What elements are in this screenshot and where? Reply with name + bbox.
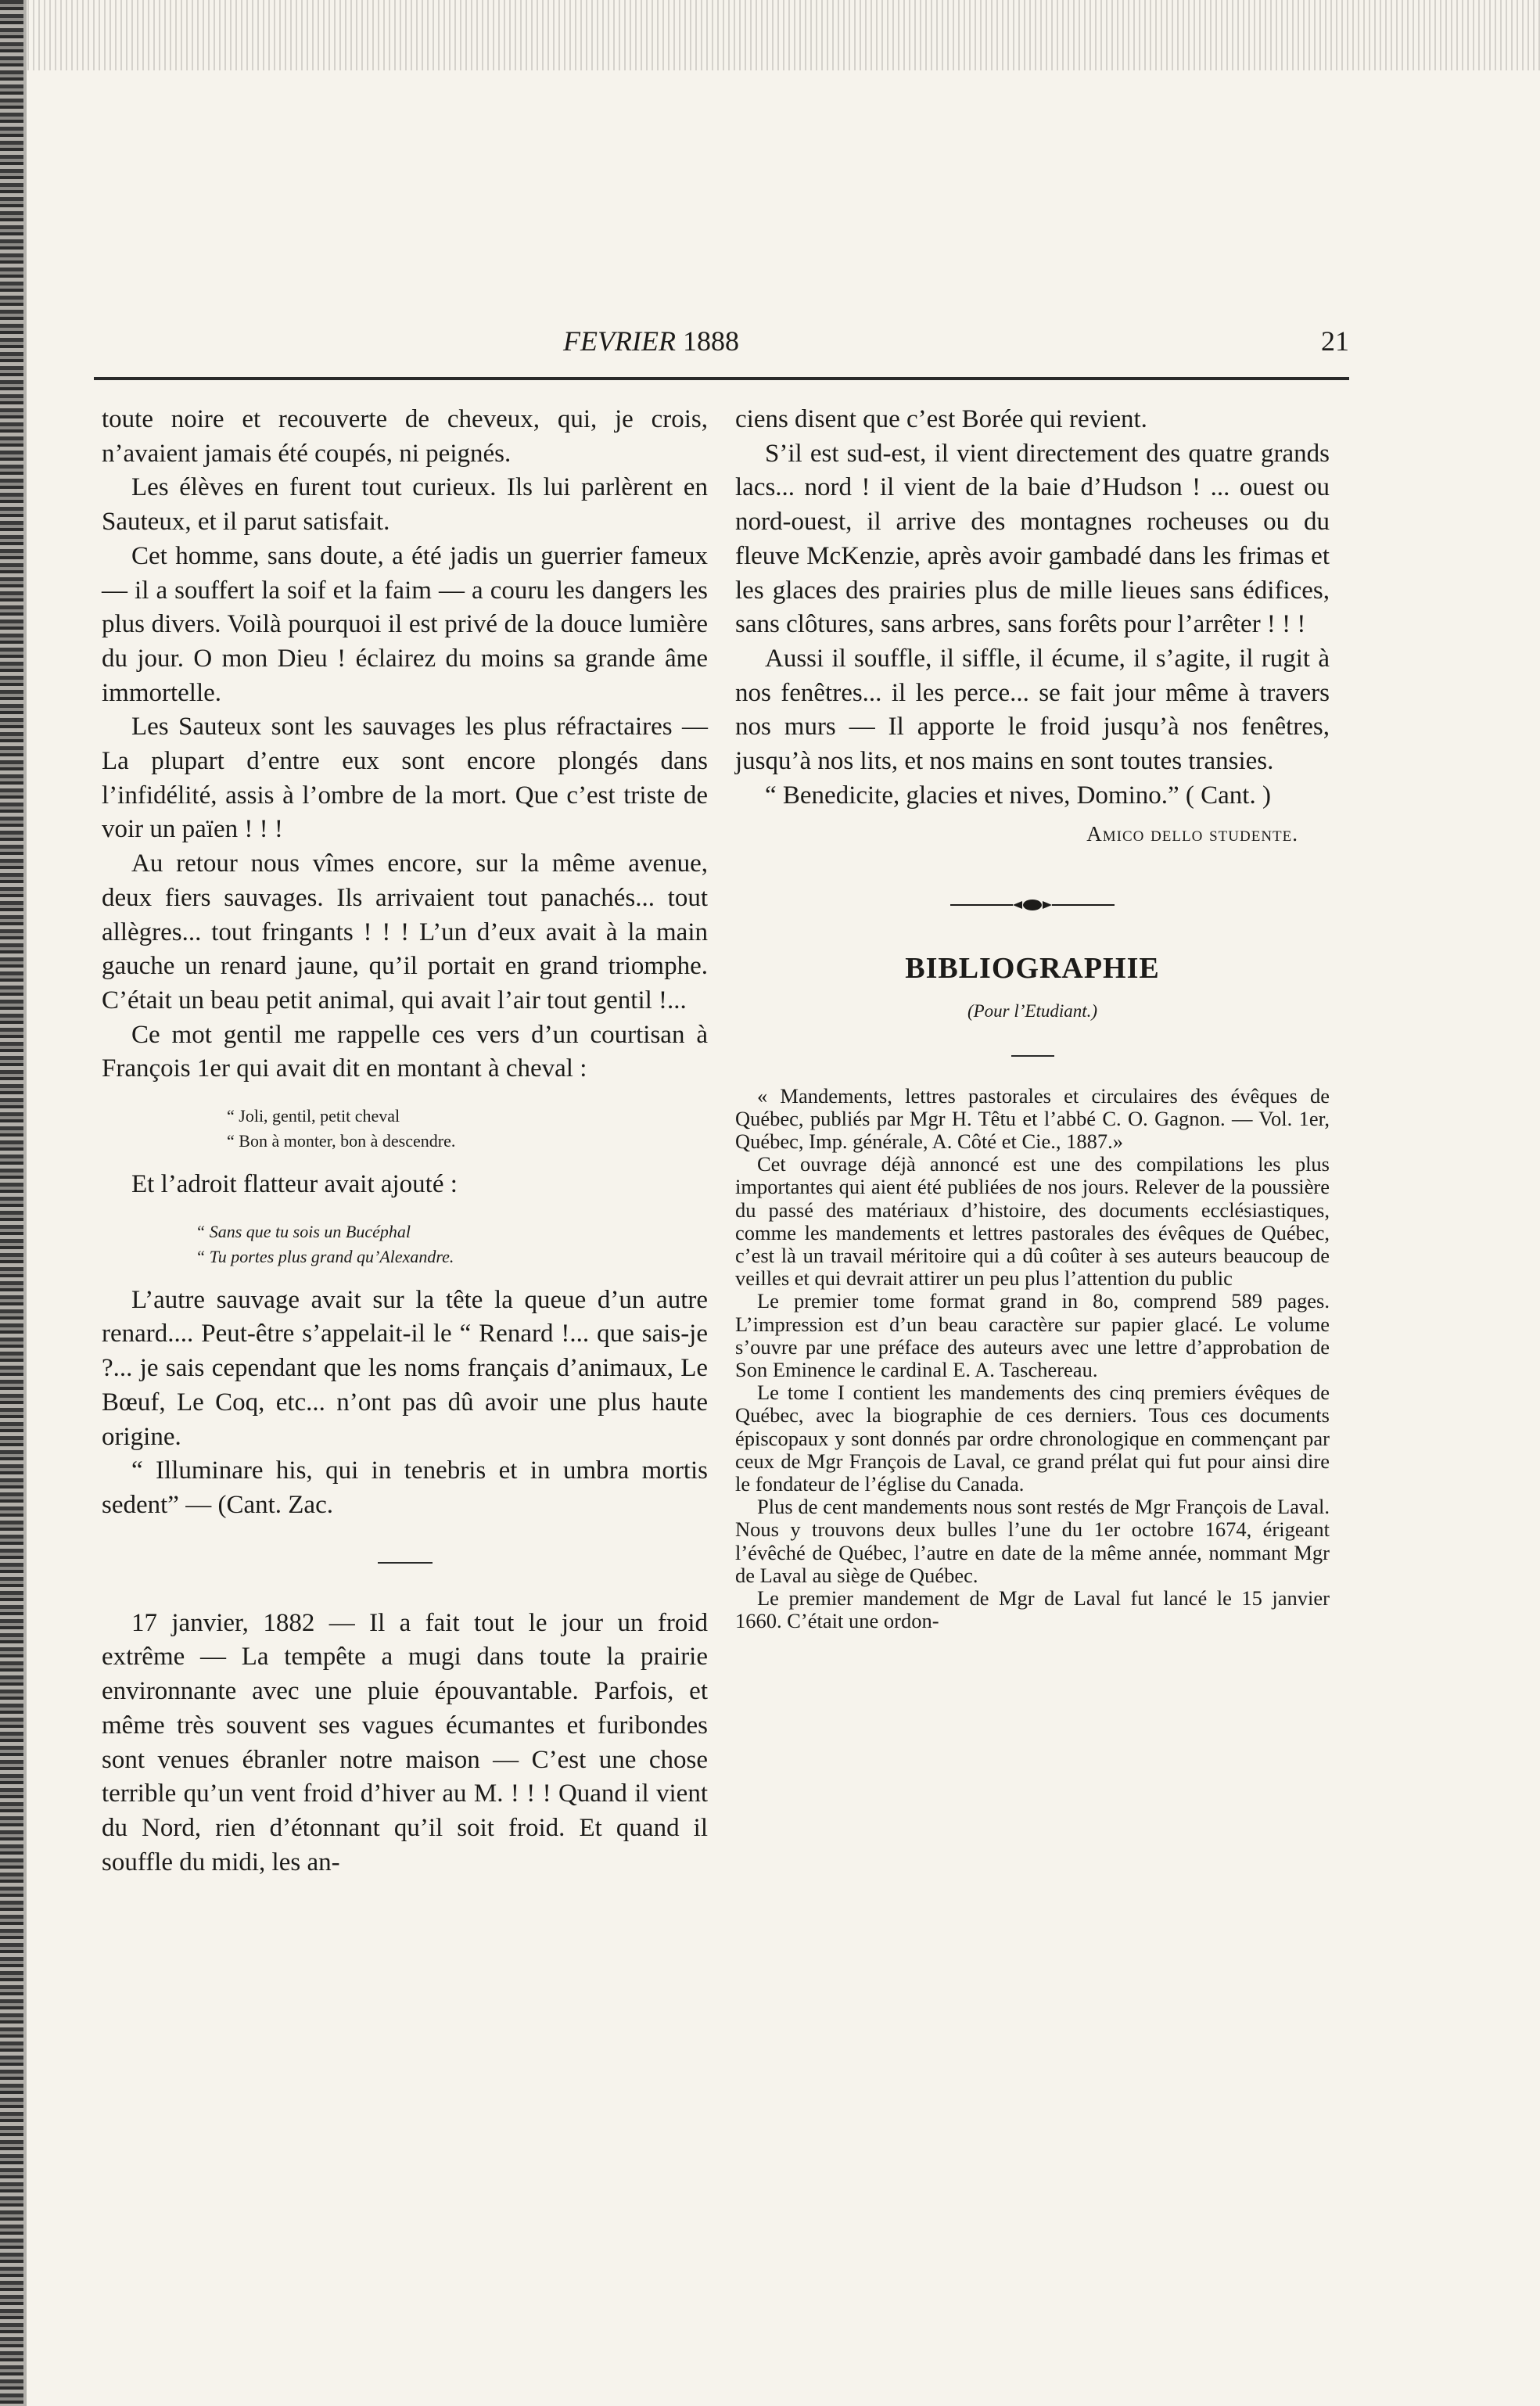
paragraph: “ Illuminare his, qui in tenebris et in umbra mortis sedent” — (Cant. Zac. — [102, 1456, 708, 1519]
header-title — [563, 325, 739, 357]
scan-top-noise — [0, 0, 1540, 70]
paragraph: L’autre sauvage avait sur la tête la queue d’un autre renard.... Peut-être s’appelait-il le “ Renard !... que sais-je ?... je sais cependant que les noms français d’animaux, Le Bœuf, Le Coq, etc... n’ont pas dû avoir une plus haute origine. — [102, 1285, 708, 1451]
bibliography-title: BIBLIOGRAPHIE — [905, 952, 1160, 986]
header-month: FEVRIER — [563, 325, 676, 357]
verse-line: “ Tu portes plus grand qu’Alexandre. — [196, 1246, 454, 1266]
paragraph: 17 janvier, 1882 — Il a fait tout le jour un froid extrême — La tempête a mugi dans toute la prairie environnante avec une pluie épouvantable. Parfois, et même très souvent ses vagues écumantes et furibondes sont venues ébranler notre maison — C’est une chose terrible qu’un vent froid d’hiver au M. ! ! ! Quand il vient du Nord, rien d’étonnant qu’il soit froid. Et quand il souffle du midi, les an- — [102, 1608, 708, 1876]
right-column — [735, 403, 1330, 1632]
paragraph: « Mandements, lettres pastorales et circulaires des évêques de Québec, publiés par Mgr H. Têtu et l’abbé C. O. Gagnon. — Vol. 1er, Québec, Imp. générale, A. Côté et Cie., 1887.» — [735, 1083, 1330, 1153]
verse-line: “ Bon à monter, bon à descendre. — [227, 1131, 456, 1151]
paragraph: Cet ouvrage déjà annoncé est une des compilations les plus importantes qui aient été publiées de nos jours. Relever de la poussière du passé des matériaux d’histoire, des documents ecclésiastiques, comme les mandements et lettres pastorales des évêques de Québec, c’est là un travail méritoire qui a dû coûter à ses auteurs beaucoup de veilles et qui devrait attirer un peu plus l’attention du public — [735, 1152, 1330, 1291]
paragraph: Ce mot gentil me rappelle ces vers d’un courtisan à François 1er qui avait dit en montant à cheval : — [102, 1020, 708, 1083]
paragraph: Cet homme, sans doute, a été jadis un guerrier fameux — il a souffert la soif et la faim — a couru les dangers les plus divers. Voilà pourquoi il est privé de la douce lumière du jour. O mon Dieu ! éclairez du moins sa grande âme immortelle. — [102, 541, 708, 707]
running-header — [94, 325, 1349, 372]
header-year: 1888 — [682, 325, 739, 357]
binding-spine — [0, 0, 23, 2406]
paragraph: Au retour nous vîmes encore, sur la même avenue, deux fiers sauvages. Ils arrivaient tout panachés... tout allègres... tout fringants ! ! ! L’un d’eux avait à la main gauche un renard jaune, qu’il portait en grand triomphe. C’était un beau petit animal, qui avait l’air tout gentil !... — [102, 849, 708, 1014]
section-divider — [1011, 1055, 1054, 1057]
paragraph: Les élèves en furent tout curieux. Ils lui parlèrent en Sauteux, et il parut satisfait. — [102, 473, 708, 537]
paragraph: Aussi il souffle, il siffle, il écume, il s’agite, il rugit à nos fenêtres... il les perce... se fait jour même à travers nos murs — Il apporte le froid jusqu’à nos fenêtres, jusqu’à nos lits, et nos mains en sont toutes transies. — [735, 644, 1330, 776]
paragraph: Et l’adroit flatteur avait ajouté : — [131, 1170, 458, 1199]
paragraph: toute noire et recouverte de cheveux, qui, je crois, n’avaient jamais été coupés, ni peignés. — [102, 405, 708, 468]
binding-edge — [23, 0, 27, 2406]
paragraph: “ Benedicite, glacies et nives, Domino.” ( Cant. ) — [765, 781, 1271, 810]
verse-line: “ Joli, gentil, petit cheval — [227, 1106, 400, 1126]
paragraph: S’il est sud-est, il vient directement des quatre grands lacs... nord ! il vient de la baie d’Hudson ! ... ouest ou nord-ouest, il arrive des montagnes rocheuses ou du fleuve McKenzie, après avoir gambadé dans les frimas et les glaces des prairies plus de mille lieues sans édifices, sans clôtures, sans arbres, sans forêts pour l’arrêter ! ! ! — [735, 439, 1330, 639]
header-rule — [94, 377, 1349, 380]
paragraph: Les Sauteux sont les sauvages les plus réfractaires — La plupart d’entre eux sont encore plongés dans l’infidélité, assis à l’ombre de la mort. Que c’est triste de voir un païen ! ! ! — [102, 713, 708, 844]
bibliography-subtitle: (Pour l’Etudiant.) — [967, 1000, 1098, 1021]
verse-quote — [196, 1219, 708, 1269]
paragraph: Le premier mandement de Mgr de Laval fut lancé le 15 janvier 1660. C’était une ordon- — [735, 1586, 1330, 1633]
paragraph: Le premier tome format grand in 8o, comprend 589 pages. L’impression est d’un beau caractère sur papier glacé. Le volume s’ouvre par une préface des auteurs avec une lettre d’approbation de Son Eminence le cardinal E. A. Taschereau. — [735, 1289, 1330, 1381]
paragraph: Le tome I contient les mandements des cinq premiers évêques de Québec, avec la biographie de ces derniers. Tous ces documents épiscopaux y sont donnés par ordre chronologique en commençant par ceux de Mgr François de Laval, ce grand prélat qui fut pour ainsi dire le fondateur de l’église du Canada. — [735, 1381, 1330, 1496]
verse-quote — [227, 1104, 708, 1154]
ornament-divider — [950, 897, 1115, 913]
author-signature: Amico dello studente. — [1086, 822, 1298, 846]
paragraph: ciens disent que c’est Borée qui revient. — [735, 405, 1147, 433]
page-number: 21 — [1321, 325, 1349, 357]
verse-line: “ Sans que tu sois un Bucéphal — [196, 1221, 411, 1241]
bibliography-body — [735, 1085, 1330, 1633]
left-column — [102, 403, 708, 1880]
section-divider — [378, 1562, 433, 1564]
paragraph: Plus de cent mandements nous sont restés de Mgr François de Laval. Nous y trouvons deux bulles l’une du 1er octobre 1674, érigeant l’évêché de Québec, l’autre en date de la même année, nommant Mgr de Laval au siège de Québec. — [735, 1495, 1330, 1587]
